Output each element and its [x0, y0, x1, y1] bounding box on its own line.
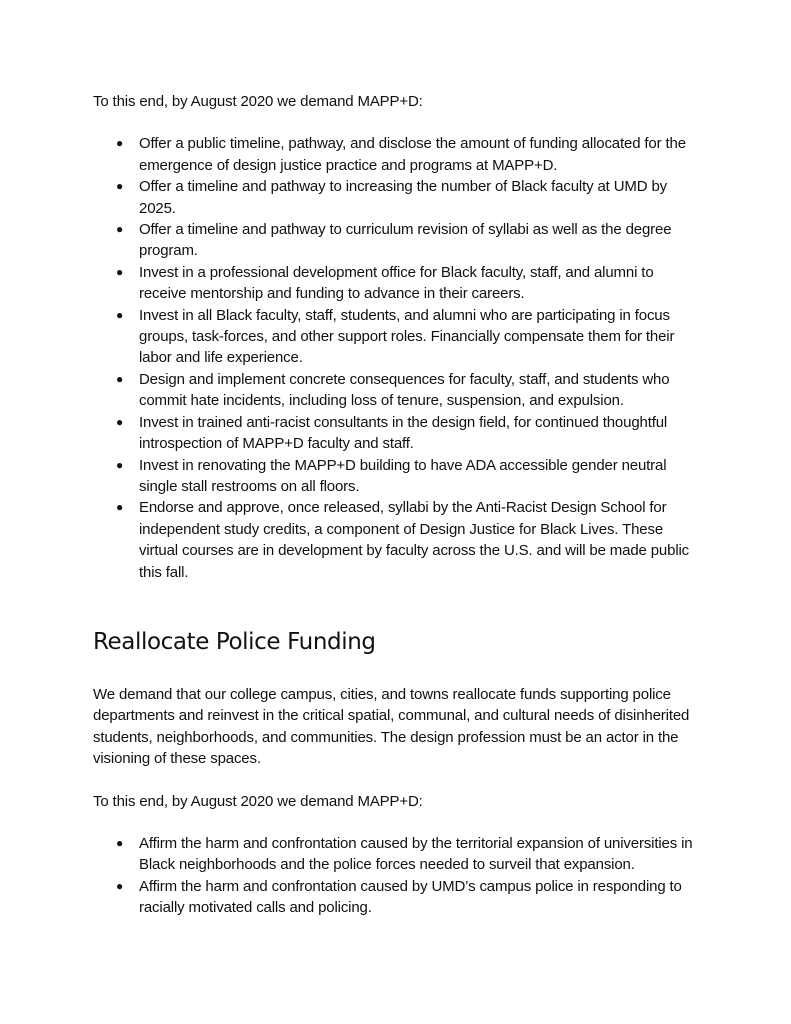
section-heading: Reallocate Police Funding [93, 628, 376, 655]
list-item-text: Affirm the harm and confrontation caused by the territorial expansion of universities in Black neighborhoods and the police forces needed to surveil that expansion. [139, 834, 693, 874]
list-item [93, 412, 703, 455]
section-body: We demand that our college campus, cities, and towns reallocate funds supporting police departments and reinvest in the critical spatial, communal, and cultural needs of disinherited students, neighborhoods, and communities. The design profession must be an actor in the visioning of these spaces. [93, 685, 690, 768]
bullet-icon: ● [116, 371, 124, 386]
list-item [93, 833, 703, 876]
list-item [93, 133, 703, 176]
list-item-text: Offer a public timeline, pathway, and disclose the amount of funding allocated for the emergence of design justice practice and programs at MAPP+D. [139, 135, 686, 174]
list-item [93, 369, 703, 412]
list-item [93, 876, 703, 919]
list-item-text: Offer a timeline and pathway to curriculum revision of syllabi as well as the degree program. [139, 221, 672, 260]
demands-list [93, 133, 703, 583]
list-item [93, 455, 703, 498]
list-item-text: Invest in a professional development office for Black faculty, staff, and alumni to receive mentorship and funding to advance in their careers. [139, 263, 654, 303]
list-item [93, 262, 703, 305]
demands-intro: To this end, by August 2020 we demand MAPP+D: [93, 792, 423, 810]
bullet-icon: ● [116, 500, 124, 515]
list-item [93, 219, 703, 262]
list-item [93, 176, 703, 219]
demands-list [93, 833, 703, 919]
bullet-icon: ● [116, 835, 124, 850]
bullet-icon: ● [116, 179, 124, 194]
bullet-icon: ● [116, 457, 124, 472]
bullet-icon: ● [116, 264, 124, 279]
list-item-text: Offer a timeline and pathway to increasing the number of Black faculty at UMD by 2025. [139, 178, 667, 217]
bullet-icon: ● [116, 136, 124, 151]
list-item-text: Endorse and approve, once released, syllabi by the Anti-Racist Design School for independent study credits, a component of Design Justice for Black Lives. These virtual courses are in development by faculty across the U.S. and will be made public this fall. [139, 499, 690, 581]
list-item-text: Design and implement concrete consequences for faculty, staff, and students who commit hate incidents, including loss of tenure, suspension, and expulsion. [139, 370, 670, 410]
list-item-text: Invest in renovating the MAPP+D building to have ADA accessible gender neutral single stall restrooms on all floors. [139, 456, 667, 495]
document-page [93, 91, 703, 919]
bullet-icon: ● [116, 307, 124, 322]
list-item [93, 305, 703, 369]
list-item-text: Affirm the harm and confrontation caused by UMD’s campus police in responding to racially motivated calls and policing. [139, 877, 682, 917]
bullet-icon: ● [116, 222, 124, 237]
list-item-text: Invest in trained anti-racist consultants in the design field, for continued thoughtful introspection of MAPP+D faculty and staff. [139, 413, 668, 453]
list-item-text: Invest in all Black faculty, staff, students, and alumni who are participating in focus groups, task-forces, and other support roles. Financially compensate them for their labor and life experience. [139, 306, 675, 367]
demands-intro: To this end, by August 2020 we demand MAPP+D: [93, 93, 423, 110]
list-item [93, 497, 703, 583]
bullet-icon: ● [116, 878, 124, 893]
bullet-icon: ● [116, 414, 124, 429]
